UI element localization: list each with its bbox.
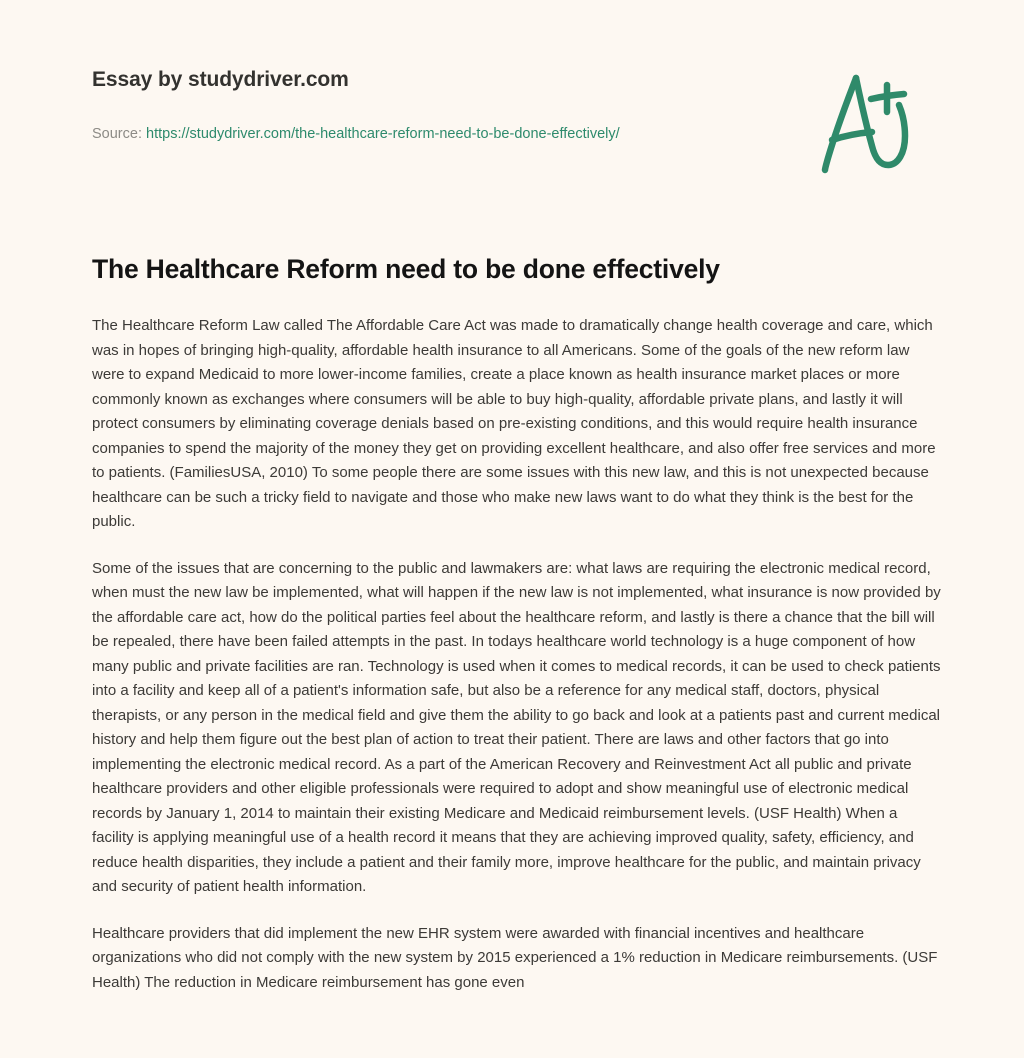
paragraph: Some of the issues that are concerning to the public and lawmakers are: what laws are requiring the electronic medical record, when must the new law be implemented, what will happen if the new law is not implemented, what insurance is now provided by the affordable care act, how do the political parties feel about the healthcare reform, and lastly is there a chance that the bill will be repealed, there have been failed attempts in the past. In todays healthcare world technology is a huge component of how many public and private facilities are ran. Technology is used when it comes to medical records, it can be used to check patients into a facility and keep all of a patient's information safe, but also be a reference for any medical staff, doctors, physical therapists, or any person in the medical field and give them the ability to go back and look at a patients past and current medical history and help them figure out the best plan of action to treat their patient. There are laws and other factors that go into implementing the electronic medical record. As a part of the American Recovery and Reinvestment Act all public and private healthcare providers and other eligible professionals were required to adopt and show meaningful use of electronic medical records by January 1, 2014 to maintain their existing Medicare and Medicaid reimbursement levels. (USF Health) When a facility is applying meaningful use of a health record it means that they are achieving improved quality, safety, efficiency, and reduce health disparities, they include a patient and their family more, improve healthcare for the public, and maintain privacy and security of patient health information. [92,559,941,895]
a-plus-logo-icon [812,66,920,178]
source-url-link[interactable]: https://studydriver.com/the-healthcare-reform-need-to-be-done-effectively/ [146,126,620,142]
paragraph: The Healthcare Reform Law called The Affordable Care Act was made to dramatically change health coverage and care, which was in hopes of bringing high-quality, affordable health insurance to all Americans. Some of the goals of the new reform law were to expand Medicaid to more lower-income families, create a place known as health insurance market places or more commonly known as exchanges where consumers will be able to buy high-quality, affordable private plans, and lastly it will protect consumers by eliminating coverage denials based on pre-existing conditions, and this would require health insurance companies to spend the majority of the money they get on providing excellent healthcare, and also offer free services and more to patients. (FamiliesUSA, 2010) To some people there are some issues with this new law, and this is not unexpected because healthcare can be such a tricky field to navigate and those who make new laws want to do what they think is the best for the public. [92,317,936,530]
article-body [92,314,942,995]
document-header [0,0,1024,200]
source-line [92,124,620,144]
a-plus-logo [812,66,920,178]
brand-title: Essay by studydriver.com [92,68,349,91]
source-label: Source: [92,126,142,142]
paragraph: Healthcare providers that did implement the new EHR system were awarded with financial incentives and healthcare organizations who did not comply with the new system by 2015 experienced a 1% reduction in Medicare reimbursements. (USF Health) The reduction in Medicare reimbursement has gone even [92,924,938,991]
page-title: The Healthcare Reform need to be done effectively [92,254,720,284]
article-container [92,252,942,995]
